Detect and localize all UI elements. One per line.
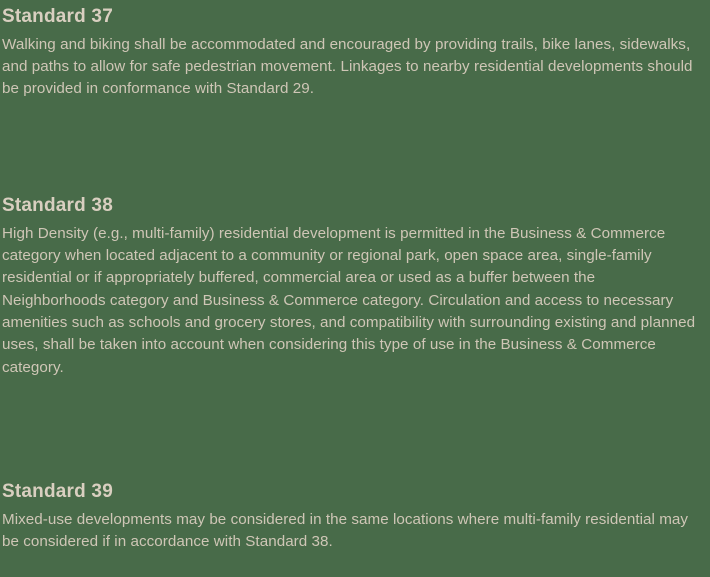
standard-37-heading: Standard 37 <box>2 6 113 27</box>
standard-38-section <box>2 192 702 379</box>
standard-37-body: Walking and biking shall be accommodated and encouraged by providing trails, bike lanes, sidewalks, and paths to allow for safe pedestrian movement. Linkages to nearby residential developments should be provided in conformance with Standard 29. <box>2 35 693 98</box>
standard-38-heading: Standard 38 <box>2 195 113 216</box>
standard-39-section <box>2 478 702 553</box>
standard-39-body: Mixed-use developments may be considered in the same locations where multi-family residential may be considered if in accordance with Standard 38. <box>2 510 689 550</box>
standard-37-section <box>2 3 702 101</box>
standard-38-body: High Density (e.g., multi-family) residential development is permitted in the Business & Commerce category when located adjacent to a community or regional park, open space area, single-family residential or if appropriately buffered, commercial area or used as a buffer between the Neighborhoods category and Business & Commerce category. Circulation and access to necessary amenities such as schools and grocery stores, and compatibility with surrounding existing and planned uses, shall be taken into account when considering this type of use in the Business & Commerce category. <box>2 224 696 376</box>
standard-39-heading: Standard 39 <box>2 481 113 502</box>
